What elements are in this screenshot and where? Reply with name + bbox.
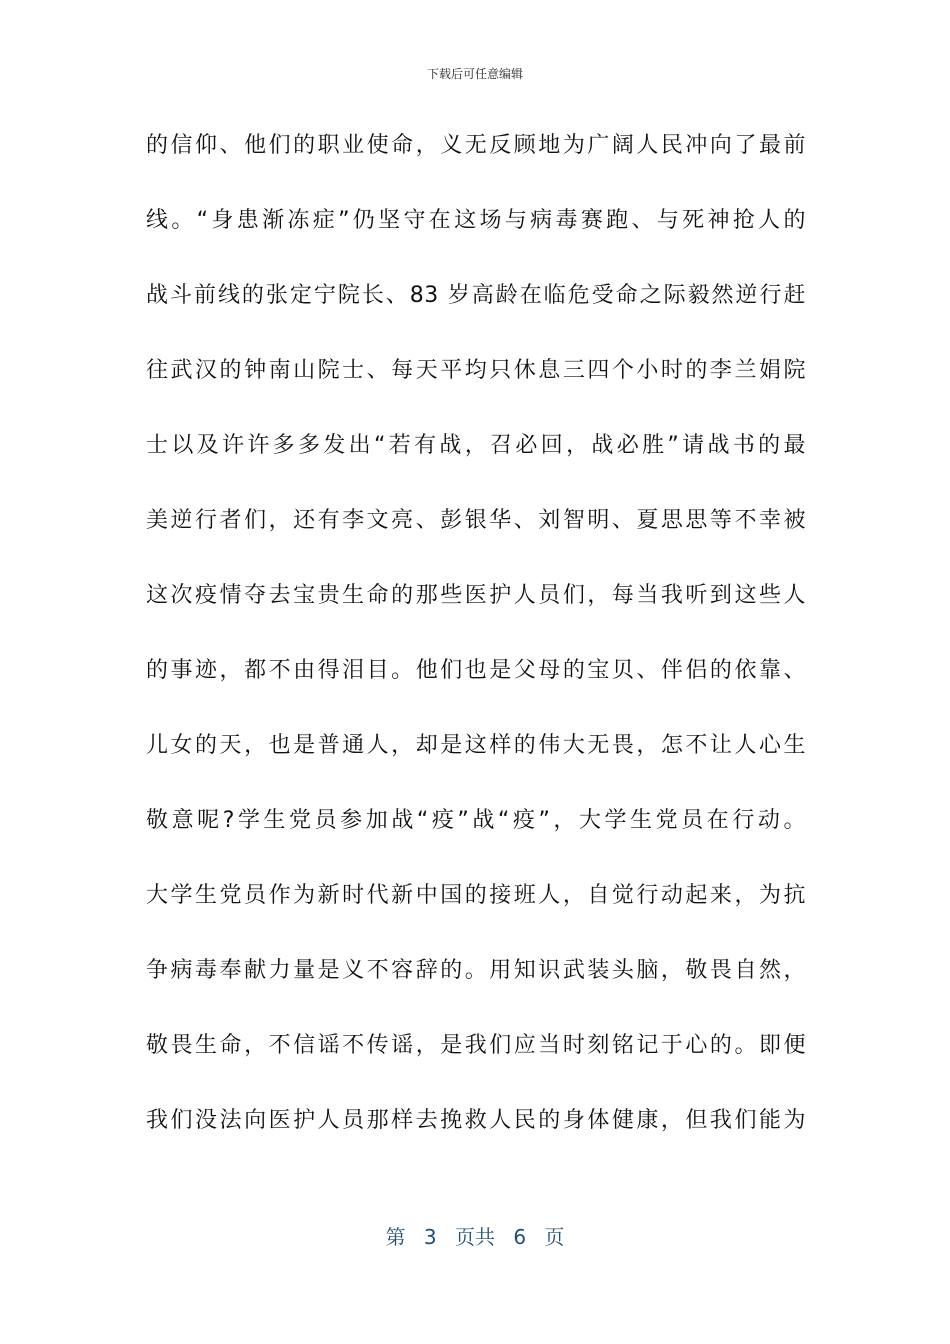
text-line: 士以及许许多多发出“若有战，召必回，战必胜”请战书的最	[146, 433, 806, 458]
text-line: 敬意呢?学生党员参加战“疫”战“疫”，大学生党员在行动。	[146, 808, 806, 833]
text-line: 我们没法向医护人员那样去挽救人民的身体健康，但我们能为	[146, 1108, 806, 1133]
header-note: 下载后可任意编辑	[426, 67, 523, 81]
text-line: 这次疫情夺去宝贵生命的那些医护人员们，每当我听到这些人	[146, 583, 806, 608]
body-text	[146, 122, 806, 1172]
text-line: 敬畏生命，不信谣不传谣，是我们应当时刻铭记于心的。即便	[146, 1033, 806, 1058]
text-line: 大学生党员作为新时代新中国的接班人，自觉行动起来，为抗	[146, 883, 806, 908]
text-line: 儿女的天，也是普通人，却是这样的伟大无畏，怎不让人心生	[146, 733, 806, 758]
text-line: 美逆行者们，还有李文亮、彭银华、刘智明、夏思思等不幸被	[146, 508, 806, 533]
text-line: 的事迹，都不由得泪目。他们也是父母的宝贝、伴侣的依靠、	[146, 658, 806, 683]
text-line: 往武汉的钟南山院士、每天平均只休息三四个小时的李兰娟院	[146, 358, 806, 383]
page-number-footer: 第 3 页共 6 页	[385, 1225, 565, 1249]
text-line: 争病毒奉献力量是义不容辞的。用知识武装头脑，敬畏自然，	[146, 958, 806, 983]
text-line: 战斗前线的张定宁院长、83 岁高龄在临危受命之际毅然逆行赶	[146, 283, 806, 308]
text-line: 的信仰、他们的职业使命，义无反顾地为广阔人民冲向了最前	[146, 133, 806, 158]
text-line: 线。“身患渐冻症”仍坚守在这场与病毒赛跑、与死神抢人的	[146, 208, 806, 233]
